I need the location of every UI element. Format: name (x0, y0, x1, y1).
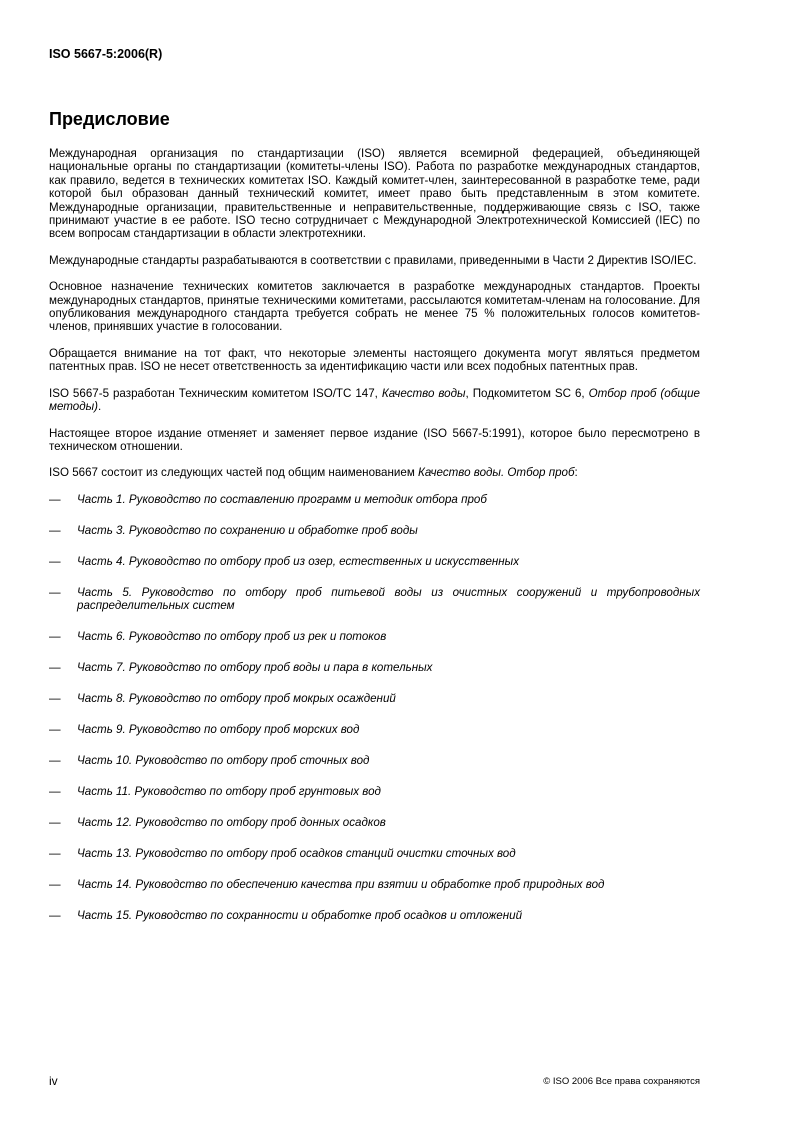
list-item (49, 555, 700, 568)
committee-suffix: . (98, 400, 102, 414)
part-title: Часть 13. Руководство по отбору проб осадков станций очистки сточных вод (77, 847, 516, 861)
list-item (49, 493, 700, 506)
part-title: Часть 15. Руководство по сохранности и обработке проб осадков и отложений (77, 909, 523, 923)
paragraph-committee-info (49, 387, 700, 414)
committee-subject: Качество воды (381, 386, 466, 400)
paragraph-intro: Международная организация по стандартизации (ISO) является всемирной федерацией, объединяющей национальные органы по стандартизации (комитеты-члены ISO). Работа по разработке международных стандартов, как правило, ведется в технических комитетах ISO. Каждый комитет-член, заинтересованной в разработке теме, ради которой был образован данный технический комитет, имеет право быть представленным в этом комитете. Международные организации, правительственные и неправительственные, поддерживающие связь с ISO, также принимают участие в ее работе. ISO тесно сотрудничает с Международной Электротехнической Комиссией (IEC) по всем вопросам стандартизации в области электротехники. (49, 147, 700, 241)
subcommittee-name: Отбор проб (общие методы) (49, 386, 701, 414)
list-item (49, 816, 700, 829)
list-item (49, 785, 700, 798)
list-item (49, 630, 700, 643)
part-title: Часть 6. Руководство по отбору проб из рек и потоков (77, 630, 387, 644)
page-number: iv (49, 1074, 58, 1088)
list-item (49, 754, 700, 767)
list-dash: — (49, 692, 61, 706)
list-item (49, 524, 700, 537)
list-item (49, 723, 700, 736)
part-title: Часть 11. Руководство по отбору проб грунтовых вод (77, 785, 381, 799)
part-title: Часть 9. Руководство по отбору проб морских вод (77, 723, 360, 737)
part-title: Часть 10. Руководство по отбору проб сточных вод (77, 754, 370, 768)
list-dash: — (49, 585, 61, 599)
list-item (49, 847, 700, 860)
part-title: Часть 14. Руководство по обеспечению качества при взятии и обработке проб природных вод (77, 878, 605, 892)
part-title: Часть 12. Руководство по отбору проб донных осадков (77, 816, 386, 830)
part-title: Часть 3. Руководство по сохранению и обработке проб воды (77, 523, 418, 537)
list-item (49, 878, 700, 891)
list-dash: — (49, 630, 61, 644)
list-dash: — (49, 661, 61, 675)
list-dash: — (49, 754, 61, 768)
list-dash: — (49, 492, 61, 506)
list-dash: — (49, 816, 61, 830)
committee-prefix: ISO 5667-5 разработан Техническим комитетом ISO/TC 147, (49, 386, 382, 400)
parts-intro-suffix: : (574, 466, 578, 480)
parts-intro-prefix: ISO 5667 состоит из следующих частей под общим наименованием (49, 466, 419, 480)
parts-list (49, 493, 700, 923)
document-id: ISO 5667-5:2006(R) (49, 47, 163, 61)
part-title: Часть 7. Руководство по отбору проб воды и пара в котельных (77, 661, 433, 675)
list-item (49, 692, 700, 705)
copyright-notice: © ISO 2006 Все права сохраняются (543, 1076, 700, 1087)
parts-intro-title: Качество воды. Отбор проб (418, 466, 575, 480)
committee-middle: , Подкомитетом SC 6, (465, 386, 589, 400)
page-title: Предисловие (49, 109, 170, 129)
list-item (49, 909, 700, 922)
list-dash: — (49, 723, 61, 737)
list-dash: — (49, 554, 61, 568)
list-item (49, 586, 700, 613)
part-title: Часть 4. Руководство по отбору проб из озер, естественных и искусственных (77, 554, 520, 568)
paragraph-patents: Обращается внимание на тот факт, что некоторые элементы настоящего документа могут являться предметом патентных прав. ISO не несет ответственность за идентификацию части или всех подобных патентных прав. (49, 346, 700, 374)
list-item (49, 661, 700, 674)
list-dash: — (49, 878, 61, 892)
part-title: Часть 1. Руководство по составлению программ и методик отбора проб (77, 492, 487, 506)
part-title: Часть 5. Руководство по отбору проб питьевой воды из очистных сооружений и трубопроводных распределительных систем (77, 585, 700, 613)
document-body (49, 147, 700, 940)
part-title: Часть 8. Руководство по отбору проб мокрых осаждений (77, 692, 396, 706)
paragraph-parts-intro (49, 466, 700, 479)
list-dash: — (49, 785, 61, 799)
paragraph-committees: Основное назначение технических комитетов заключается в разработке международных стандартов. Проекты международных стандартов, принятые техническими комитетами, рассылаются комитетам-членам на голосование. Для опубликования международного стандарта требуется собрать не менее 75 % положительных голосов комитетов-членов, принявших участие в голосовании. (49, 280, 700, 334)
paragraph-edition: Настоящее второе издание отменяет и заменяет первое издание (ISO 5667-5:1991), которое было пересмотрено в техническом отношении. (49, 426, 700, 453)
list-dash: — (49, 909, 61, 923)
document-page (49, 0, 700, 1122)
list-dash: — (49, 523, 61, 537)
paragraph-directives: Международные стандарты разрабатываются в соответствии с правилами, приведенными в Части 2 Директив ISO/IEC. (49, 253, 697, 267)
list-dash: — (49, 847, 61, 861)
